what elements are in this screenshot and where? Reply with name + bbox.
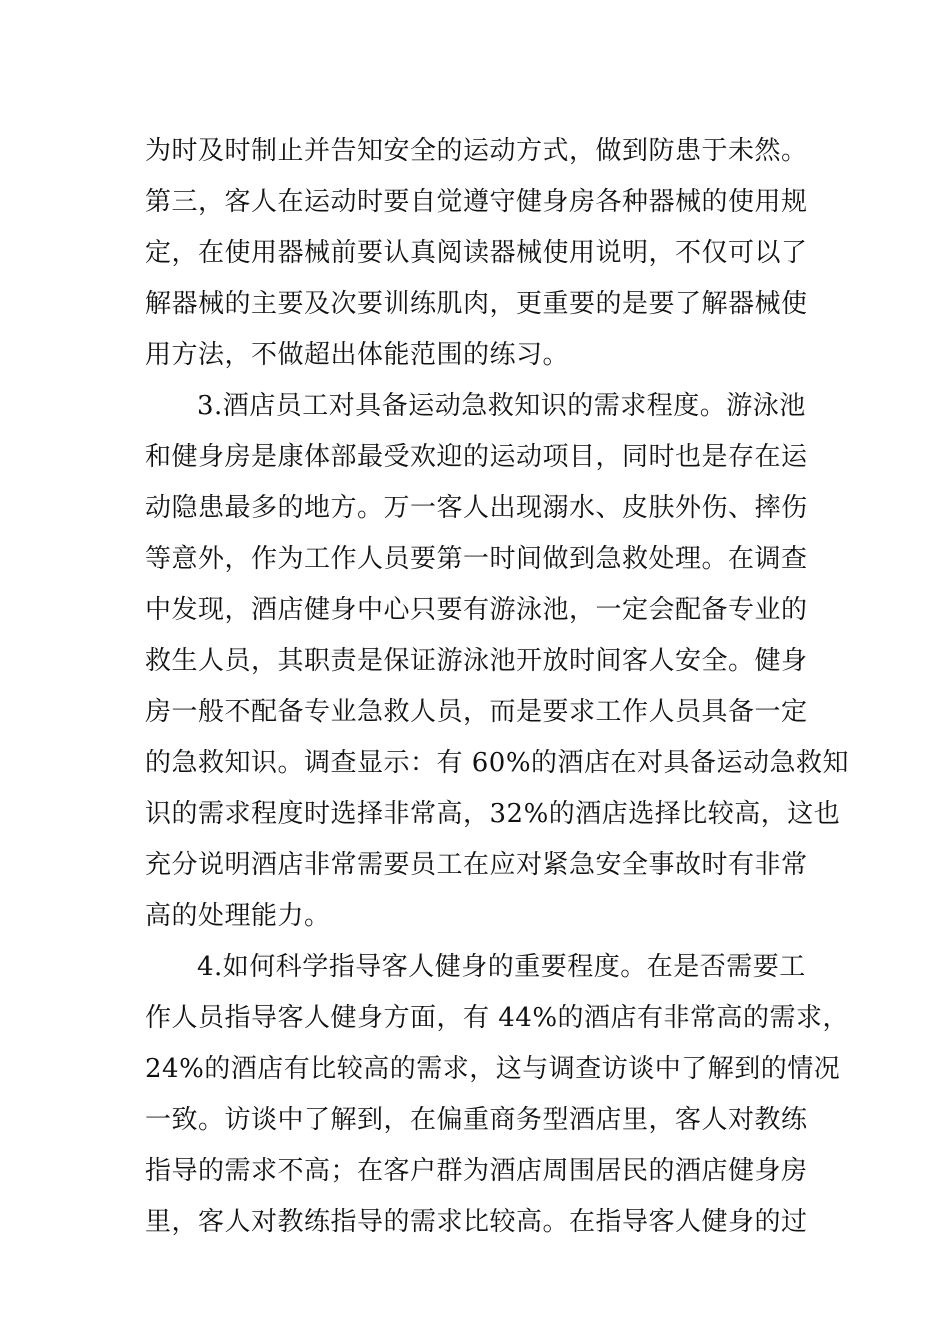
text-line: 识的需求程度时选择非常高，32%的酒店选择比较高，这也: [145, 799, 841, 829]
text-line: 解器械的主要及次要训练肌肉，更重要的是要了解器械使: [145, 289, 808, 319]
text-line: 作人员指导客人健身方面，有 44%的酒店有非常高的需求，: [145, 1003, 850, 1033]
text-line: 动隐患最多的地方。万一客人出现溺水、皮肤外伤、摔伤: [145, 493, 808, 523]
text-line: 用方法，不做超出体能范围的练习。: [145, 340, 570, 370]
text-line: 充分说明酒店非常需要员工在应对紧急安全事故时有非常: [145, 850, 808, 880]
text-line: 为时及时制止并告知安全的运动方式，做到防患于未然。: [145, 136, 808, 166]
text-line: 24%的酒店有比较高的需求，这与调查访谈中了解到的情况: [145, 1054, 841, 1084]
text-line: 中发现，酒店健身中心只要有游泳池，一定会配备专业的: [145, 595, 808, 625]
paragraph-first-line: 4.如何科学指导客人健身的重要程度。在是否需要工: [197, 952, 806, 982]
text-line: 救生人员，其职责是保证游泳池开放时间客人安全。健身: [145, 646, 808, 676]
text-line: 定，在使用器械前要认真阅读器械使用说明，不仅可以了: [145, 238, 808, 268]
text-line: 和健身房是康体部最受欢迎的运动项目，同时也是存在运: [145, 442, 808, 472]
text-line: 一致。访谈中了解到，在偏重商务型酒店里，客人对教练: [145, 1105, 808, 1135]
text-line: 第三，客人在运动时要自觉遵守健身房各种器械的使用规: [145, 187, 808, 217]
text-line: 等意外，作为工作人员要第一时间做到急救处理。在调查: [145, 544, 808, 574]
text-line: 房一般不配备专业急救人员，而是要求工作人员具备一定: [145, 697, 808, 727]
text-line: 高的处理能力。: [145, 901, 331, 931]
text-line: 里，客人对教练指导的需求比较高。在指导客人健身的过: [145, 1207, 808, 1237]
text-line: 的急救知识。调查显示：有 60%的酒店在对具备运动急救知: [145, 748, 850, 778]
text-line: 指导的需求不高；在客户群为酒店周围居民的酒店健身房: [145, 1156, 808, 1186]
paragraph-first-line: 3.酒店员工对具备运动急救知识的需求程度。游泳池: [197, 391, 806, 421]
